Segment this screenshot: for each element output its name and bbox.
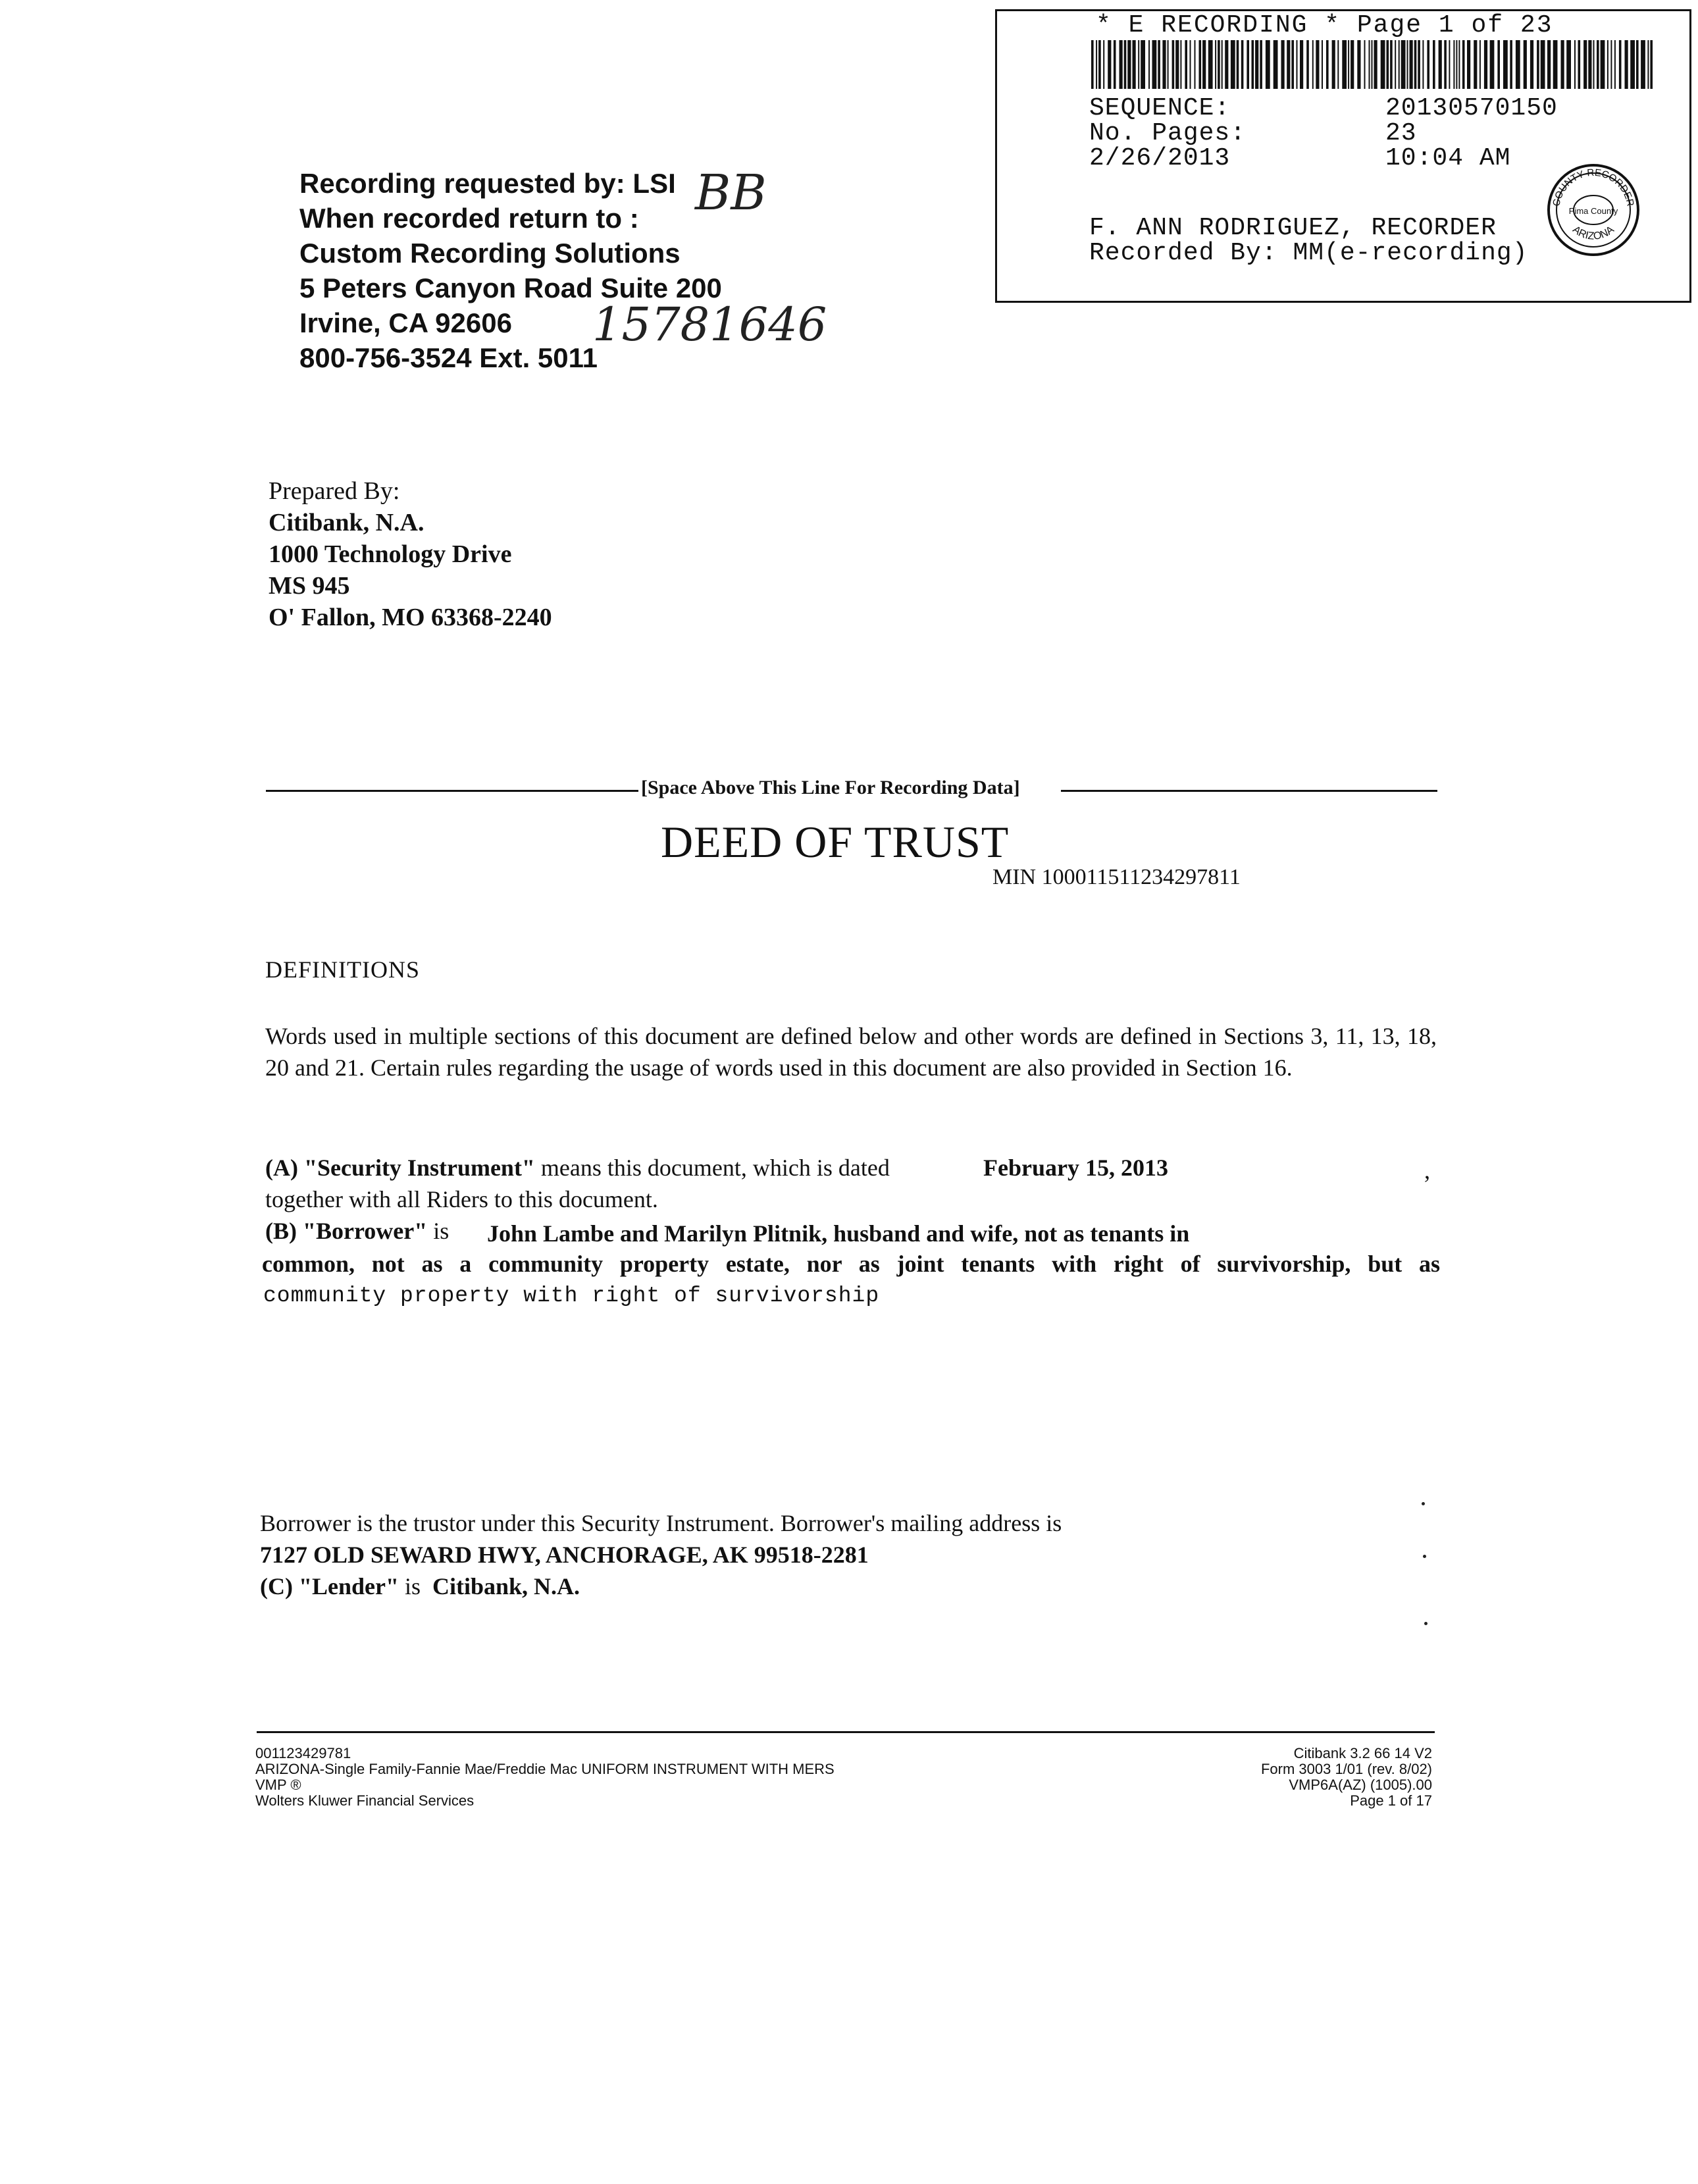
requested-by: Recording requested by: LSI — [299, 168, 676, 199]
footer-left — [255, 1746, 835, 1809]
record-date: 2/26/2013 — [1089, 144, 1231, 172]
form-number: Form 3003 1/01 (rev. 8/02) — [1260, 1761, 1432, 1777]
footer-page-number: Page 1 of 17 — [1350, 1792, 1432, 1809]
section-c-label: (C) "Lender" — [260, 1573, 399, 1599]
vmp-form-code: VMP6A(AZ) (1005).00 — [1289, 1777, 1432, 1793]
section-b-is: is — [427, 1218, 450, 1244]
section-b-line — [265, 1215, 449, 1247]
borrower-vesting-typed: community property with right of survivorship — [263, 1284, 880, 1308]
record-time: 10:04 AM — [1385, 144, 1511, 172]
preparer-name: Citibank, N.A. — [269, 509, 424, 536]
loan-number: 001123429781 — [255, 1745, 351, 1761]
section-a-comma: , — [1424, 1157, 1430, 1183]
section-c-is: is — [398, 1573, 421, 1599]
form-description: ARIZONA-Single Family-Fannie Mae/Freddie Mac UNIFORM INSTRUMENT WITH MERS — [255, 1761, 835, 1777]
svg-text:ARIZONA: ARIZONA — [1570, 224, 1616, 242]
footer-right — [1261, 1746, 1432, 1809]
prepared-by-label: Prepared By: — [269, 477, 400, 505]
return-to-label: When recorded return to : — [299, 203, 639, 234]
handwritten-initials: BB — [695, 165, 767, 221]
section-a-line — [265, 1152, 890, 1183]
svg-text:Pima County: Pima County — [1568, 206, 1618, 216]
sequence-label: SEQUENCE: — [1089, 94, 1231, 122]
margin-mark — [1422, 1502, 1425, 1505]
preparer-address-3: O' Fallon, MO 63368-2240 — [269, 604, 552, 631]
sequence-value: 20130570150 — [1385, 94, 1558, 122]
pages-value: 23 — [1385, 119, 1417, 147]
lender-name: Citibank, N.A. — [432, 1573, 580, 1599]
margin-mark — [1424, 1622, 1428, 1625]
trustor-text: Borrower is the trustor under this Security Instrument. Borrower's mailing address is — [260, 1510, 1062, 1536]
return-company: Custom Recording Solutions — [299, 238, 681, 269]
return-phone: 800-756-3524 Ext. 5011 — [299, 342, 598, 373]
section-a-text: means this document, which is dated — [534, 1155, 890, 1181]
pages-label: No. Pages: — [1089, 119, 1247, 147]
return-street: 5 Peters Canyon Road Suite 200 — [299, 273, 722, 303]
return-city: Irvine, CA 92606 — [299, 307, 512, 338]
borrower-vesting: common, not as a community property estate, nor as joint tenants with right of survivorship, but as — [262, 1251, 1440, 1277]
publisher: Wolters Kluwer Financial Services — [255, 1792, 475, 1809]
svg-text:COUNTY RECORDER: COUNTY RECORDER — [1551, 167, 1636, 207]
footer-rule — [257, 1731, 1435, 1733]
definitions-heading: DEFINITIONS — [265, 956, 420, 983]
prepared-by-block — [269, 475, 552, 633]
county-seal-icon — [1545, 161, 1642, 259]
barcode — [1091, 40, 1653, 89]
recording-stamp — [995, 9, 1691, 303]
citibank-form-code: Citibank 3.2 66 14 V2 — [1293, 1745, 1432, 1761]
borrower-names: John Lambe and Marilyn Plitnik, husband and wife, not as tenants in — [487, 1220, 1190, 1247]
margin-mark — [1423, 1555, 1426, 1558]
section-b-label: (B) "Borrower" — [265, 1218, 428, 1244]
handwritten-number: 15781646 — [592, 298, 827, 351]
section-a-label: (A) "Security Instrument" — [265, 1155, 535, 1181]
recorded-by: Recorded By: MM(e-recording) — [1089, 239, 1528, 267]
borrower-mailing-address: 7127 OLD SEWARD HWY, ANCHORAGE, AK 99518-2281 — [260, 1542, 869, 1568]
divider-right — [1061, 790, 1437, 792]
intro-paragraph: Words used in multiple sections of this document are defined below and other words are defined in Sections 3, 11, 13, 18, 20 and 21. Certain rules regarding the usage of words used in this document are also provided in Section 16. — [265, 1023, 1437, 1081]
security-instrument-date: February 15, 2013 — [983, 1155, 1168, 1181]
stamp-header: * E RECORDING * Page 1 of 23 — [1096, 11, 1553, 39]
document-title: DEED OF TRUST — [661, 817, 1010, 867]
section-c-line — [260, 1571, 580, 1602]
recording-data-divider — [266, 777, 1437, 806]
divider-left — [266, 790, 638, 792]
min-number: MIN 100011511234297811 — [992, 865, 1241, 889]
preparer-address-2: MS 945 — [269, 572, 350, 600]
vmp-mark: VMP ® — [255, 1777, 301, 1793]
space-above-label: [Space Above This Line For Recording Data] — [641, 777, 1020, 798]
section-a-continuation: together with all Riders to this document. — [265, 1186, 658, 1212]
preparer-address-1: 1000 Technology Drive — [269, 540, 512, 568]
recorder-name: F. ANN RODRIGUEZ, RECORDER — [1089, 214, 1497, 242]
